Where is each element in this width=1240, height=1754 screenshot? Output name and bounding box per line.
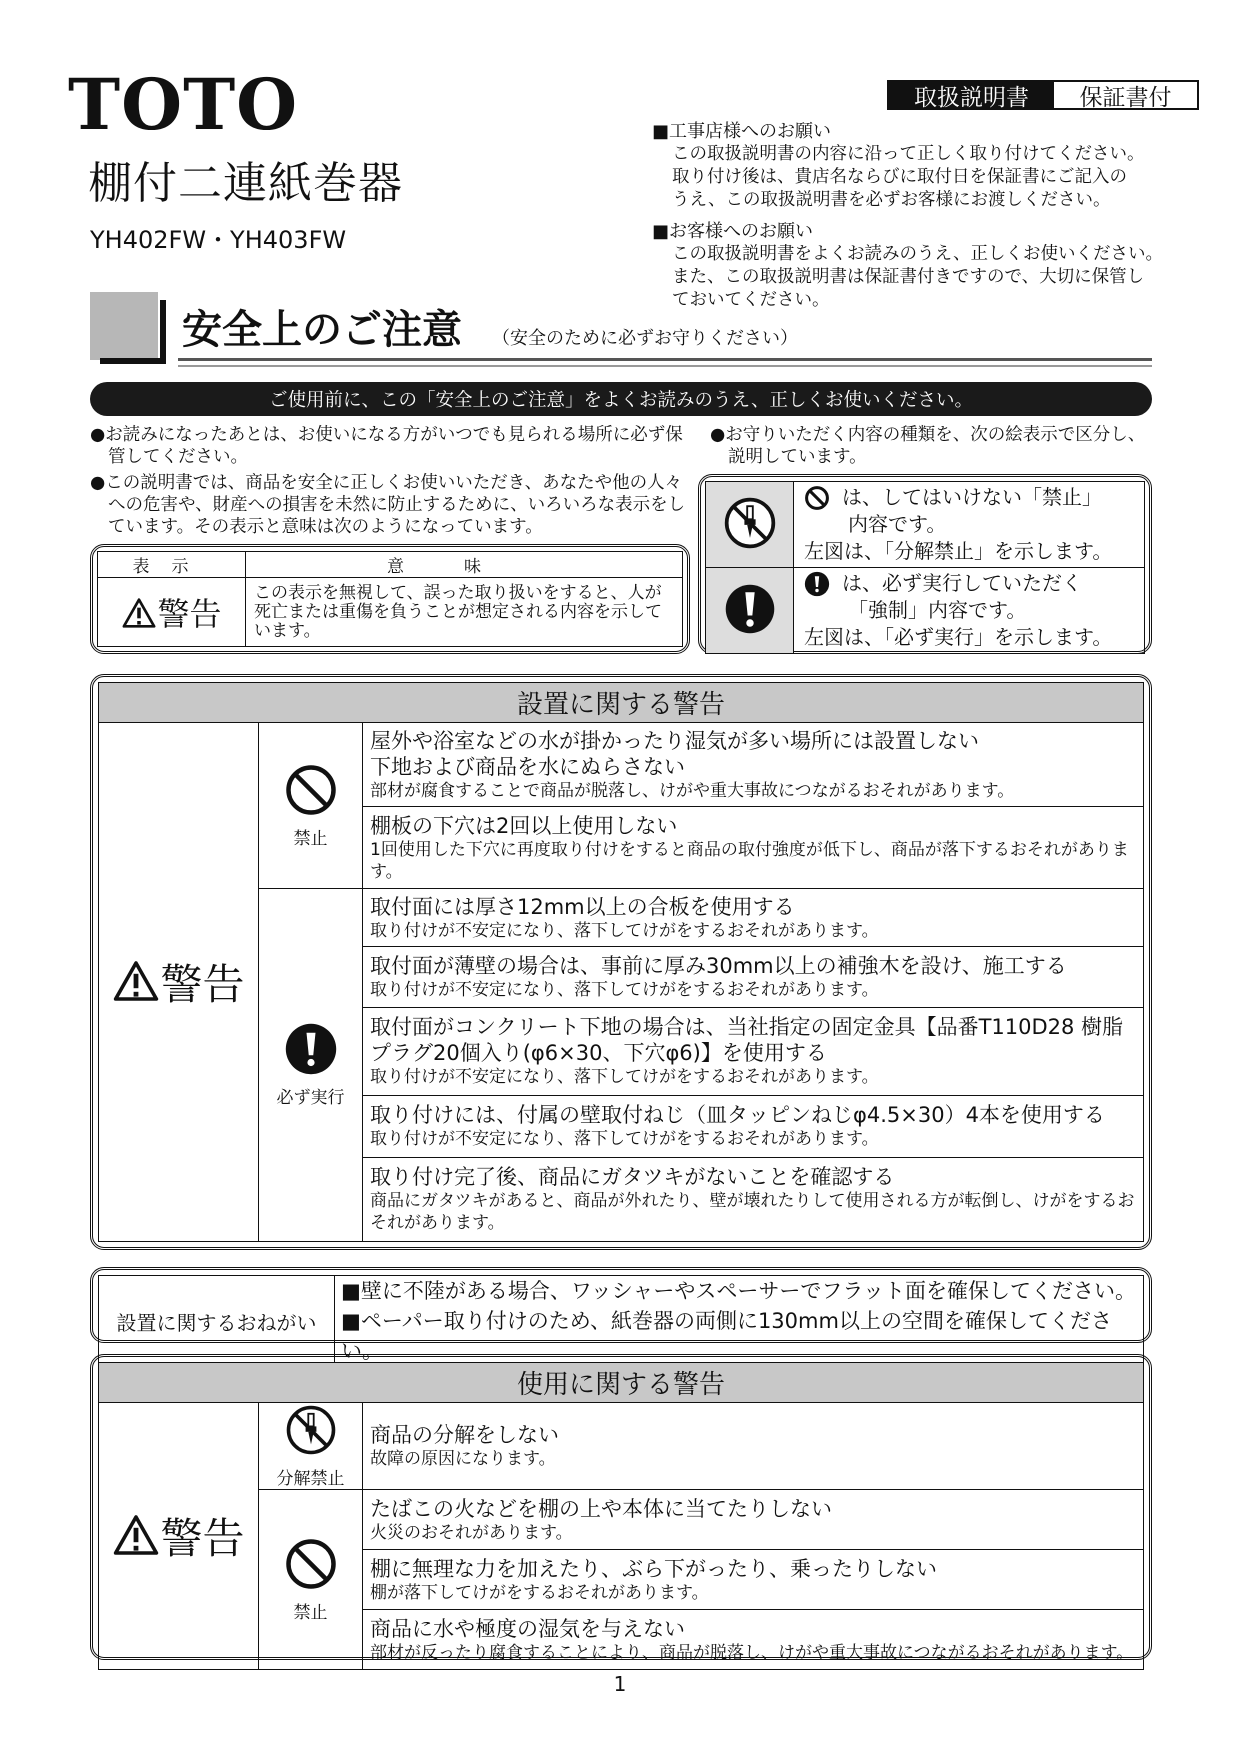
usage-warnings-table: [98, 1362, 1144, 1670]
installer-request-line: この取扱説明書の内容に沿って正しく取り付けてください。: [672, 144, 1145, 164]
warning-detail: 棚が落下してけがをするおそれがあります。: [370, 1582, 709, 1603]
warning-meaning: この表示を無視して、誤った取り扱いをすると、人が死亡または重傷を負うことが想定される内容を示しています。: [246, 578, 683, 647]
safety-section-title: 安全上のご注意: [182, 307, 462, 353]
mandatory-icon-cell: [259, 889, 363, 1242]
prohibition-icon-cell: [259, 1490, 363, 1670]
legend-text: [794, 482, 1145, 568]
prohibition-icon: [804, 485, 830, 511]
warning-detail: 取り付けが不安定になり、落下してけがをするおそれがあります。: [370, 920, 879, 941]
col-meaning-header: 意味: [246, 552, 683, 578]
warning-triangle-icon: [112, 1513, 160, 1557]
safety-banner: ご使用前に、この「安全上のご注意」をよくお読みのうえ、正しくお使いください。: [90, 382, 1152, 416]
section-marker-shadow: [100, 358, 166, 364]
safety-right-note: [710, 424, 1152, 468]
section-marker-shadow: [160, 300, 166, 364]
symbol-legend-box: [698, 474, 1152, 654]
icon-caption: 禁止: [293, 1602, 328, 1623]
manual-badge: 取扱説明書: [889, 82, 1054, 108]
warning-main: 棚板の下穴は2回以上使用しない: [370, 813, 678, 838]
warning-item: [363, 889, 1144, 947]
note-item: ●この説明書では、商品を安全に正しくお使いいただき、あなたや他の人々への危害や、財産への損害を未然に防止するために、いろいろな表示をしています。その表示と意味は次のようになっています。: [90, 473, 686, 537]
mandatory-icon: [804, 571, 830, 597]
warranty-badge: 保証書付: [1079, 84, 1172, 111]
warning-main: 屋外や浴室などの水が掛かったり湿気が多い場所には設置しない: [370, 728, 979, 753]
warning-signal: [99, 723, 259, 1242]
signal-meaning-box: [90, 544, 690, 654]
usage-warnings-box: [90, 1354, 1152, 1663]
safety-section-subtitle: （安全のために必ずお守りください）: [492, 328, 798, 349]
warning-item: [363, 1403, 1144, 1490]
installation-requests-label: 設置に関するおねがい: [99, 1276, 335, 1367]
warning-detail: 部材が反ったり腐食することにより、商品が脱落し、けがや重大事故につながるおそれがあります。: [370, 1642, 1134, 1663]
prohibition-icon-cell: [259, 723, 363, 889]
safety-left-notes: [90, 424, 690, 538]
warning-item: [363, 1007, 1144, 1095]
product-name: 棚付二連紙巻器: [88, 158, 403, 209]
legend-line: は、必ず実行していただく: [842, 571, 1082, 595]
warning-item: [363, 947, 1144, 1007]
warning-main: 取付面がコンクリート下地の場合は、当社指定の固定金具【品番T110D28 樹脂プラグ20個入り(φ6×30、下穴φ6)】を使用する: [370, 1015, 1124, 1066]
warning-main: 取付面が薄壁の場合は、事前に厚み30mm以上の補強木を設け、施工する: [370, 953, 1067, 978]
warning-detail: 1回使用した下穴に再度取り付けをすると商品の取付強度が低下し、商品が落下するおそれがあります。: [370, 839, 1129, 882]
installation-warnings-box: [90, 674, 1152, 1250]
icon-caption: 禁止: [293, 828, 328, 849]
model-numbers: YH402FW・YH403FW: [90, 226, 347, 254]
warning-main: たばこの火などを棚の上や本体に当てたりしない: [370, 1496, 832, 1521]
warning-main: 商品に水や極度の湿気を与えない: [370, 1616, 685, 1641]
legend-line: は、してはいけない「禁止」: [842, 485, 1102, 509]
installation-requests-list: [335, 1276, 1144, 1367]
warning-signal: [98, 578, 246, 647]
disassembly-prohibited-icon: [722, 495, 778, 551]
warning-item: [363, 1490, 1144, 1550]
page-number: 1: [613, 1672, 627, 1696]
warning-main: 取付面には厚さ12mm以上の合板を使用する: [370, 894, 795, 919]
warning-triangle-icon: [112, 959, 160, 1003]
customer-request-line: この取扱説明書をよくお読みのうえ、正しくお使いください。: [672, 244, 1164, 264]
signal-meaning-table: [97, 551, 683, 647]
legend-line: 「強制」内容です。: [848, 598, 1027, 622]
warning-detail: 取り付けが不安定になり、落下してけがをするおそれがあります。: [370, 1129, 879, 1150]
customer-request-heading: ■お客様へのお願い: [652, 221, 814, 242]
installation-warnings-table: [98, 682, 1144, 1242]
legend-icon-cell: [706, 482, 794, 568]
warning-item: [363, 723, 1144, 807]
warning-item: [363, 807, 1144, 889]
installer-request: [652, 120, 1212, 212]
warning-label: 警告: [160, 960, 245, 1010]
symbol-legend-table: [705, 481, 1145, 654]
request-item: ■壁に不陸がある場合、ワッシャーやスペーサーでフラット面を確保してください。: [341, 1279, 1136, 1303]
installer-request-line: うえ、この取扱説明書を必ずお客様にお渡しください。: [672, 190, 1111, 210]
warning-detail: 火災のおそれがあります。: [370, 1522, 573, 1543]
warning-label: 警告: [157, 595, 222, 633]
installer-request-line: 取り付け後は、貴店名ならびに取付日を保証書にご記入の: [672, 167, 1127, 187]
section-rule: [178, 358, 1152, 361]
installation-requests-box: [90, 1267, 1152, 1363]
warning-main: 下地および商品を水にぬらさない: [370, 754, 685, 779]
legend-line: 左図は、「必ず実行」を示します。: [804, 625, 1113, 649]
note-item: ●お読みになったあとは、お使いになる方がいつでも見られる場所に必ず保管してください。: [90, 425, 683, 467]
legend-icon-cell: [706, 568, 794, 654]
warning-item: [363, 1095, 1144, 1157]
section-marker-gray: [90, 292, 158, 360]
warning-detail: 部材が腐食することで商品が脱落し、けがや重大事故につながるおそれがあります。: [370, 780, 1015, 801]
icon-caption: 必ず実行: [276, 1088, 345, 1109]
customer-request: [652, 220, 1212, 312]
installer-request-heading: ■工事店様へのお願い: [652, 121, 832, 142]
legend-line: 左図は、「分解禁止」を示します。: [804, 539, 1113, 563]
prohibition-icon: [284, 763, 338, 817]
brand-logo: TOTO: [68, 63, 299, 146]
disassembly-icon-cell: [259, 1403, 363, 1490]
usage-warnings-title: 使用に関する警告: [99, 1363, 1144, 1403]
request-item: ■ペーパー取り付けのため、紙巻器の両側に130mm以上の空間を確保してください。: [341, 1309, 1112, 1363]
installation-warnings-title: 設置に関する警告: [99, 683, 1144, 723]
prohibition-icon: [284, 1537, 338, 1591]
customer-request-line: ておいてください。: [672, 290, 830, 310]
warning-triangle-icon: [121, 597, 157, 629]
warning-main: 棚に無理な力を加えたり、ぶら下がったり、乗ったりしない: [370, 1556, 937, 1581]
warning-item: [363, 1610, 1144, 1670]
warning-signal: [99, 1403, 259, 1670]
warning-detail: 取り付けが不安定になり、落下してけがをするおそれがあります。: [370, 1067, 879, 1088]
legend-line: 内容です。: [848, 512, 947, 536]
customer-request-line: また、この取扱説明書は保証書付きですので、大切に保管し: [672, 267, 1145, 287]
mandatory-icon: [722, 581, 778, 637]
warning-main: 商品の分解をしない: [370, 1423, 559, 1447]
section-rule: [178, 365, 1152, 367]
warning-item: [363, 1157, 1144, 1241]
disassembly-prohibited-icon: [284, 1403, 338, 1457]
warning-detail: 取り付けが不安定になり、落下してけがをするおそれがあります。: [370, 979, 879, 1000]
warning-label: 警告: [160, 1514, 245, 1563]
warning-main: 取り付け完了後、商品にガタツキがないことを確認する: [370, 1165, 895, 1190]
note-item: ●お守りいただく内容の種類を、次の絵表示で区分し、説明しています。: [710, 425, 1146, 467]
warning-main: 取り付けには、付属の壁取付ねじ（皿タッピンねじφ4.5×30）4本を使用する: [370, 1103, 1105, 1128]
warning-detail: 故障の原因になります。: [370, 1449, 556, 1469]
legend-text: [794, 568, 1145, 654]
warning-detail: 商品にガタツキがあると、商品が外れたり、壁が壊れたりして使用される方が転倒し、けがをするおそれがあります。: [370, 1191, 1135, 1234]
document-badges: [887, 80, 1199, 110]
col-display-header: 表示: [98, 552, 246, 578]
warning-item: [363, 1550, 1144, 1610]
mandatory-icon: [284, 1022, 338, 1076]
icon-caption: 分解禁止: [276, 1469, 345, 1489]
